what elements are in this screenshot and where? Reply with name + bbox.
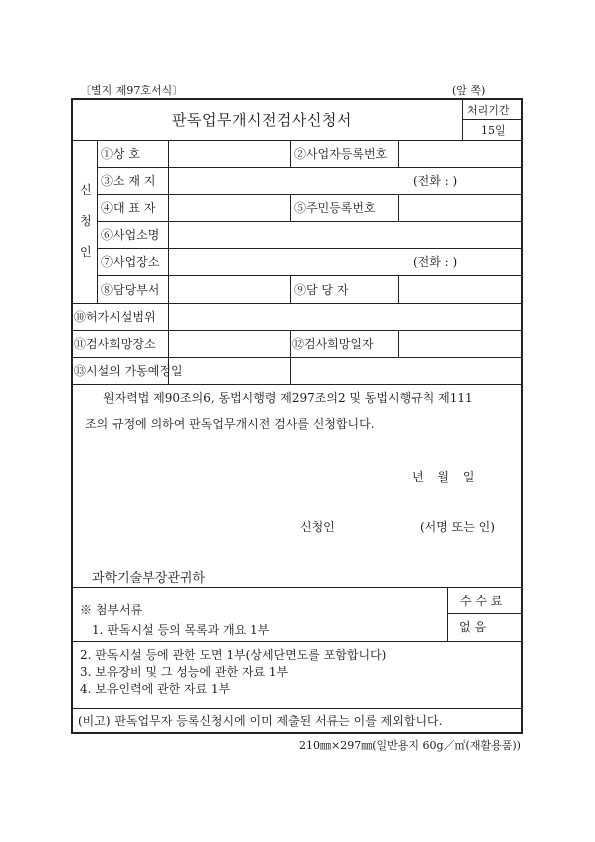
attachments-split-line <box>72 641 522 642</box>
row-line <box>72 140 522 141</box>
row-line <box>97 248 522 249</box>
application-date: 년 월 일 <box>412 470 475 484</box>
field-workplace-phone: (전화 : ) <box>413 255 458 269</box>
field-trade-name-label: ①상 호 <box>101 147 140 161</box>
form-number: 〔별지 제97호서식〕 <box>80 84 184 97</box>
frame-left <box>71 98 73 734</box>
field-person-in-charge-label: ⑨담 당 자 <box>294 283 349 297</box>
processing-period-label: 처리기간 <box>467 104 510 117</box>
field-inspection-date-label: ⑫검사희망일자 <box>292 337 374 351</box>
row-line <box>72 330 522 331</box>
row-line <box>97 167 522 168</box>
frame-top <box>71 98 523 100</box>
row-line <box>72 384 522 385</box>
row-line <box>72 357 522 358</box>
frame-bottom <box>71 732 523 734</box>
processing-mid-line <box>462 119 522 120</box>
row-line <box>97 221 522 222</box>
attachments-header: ※ 첨부서류 <box>80 603 143 617</box>
field-resident-reg-no-label: ⑤주민등록번호 <box>294 201 376 215</box>
col-divider <box>290 140 291 167</box>
statement-line-1: 원자력법 제90조의6, 동법시행령 제297조의2 및 동법시행규칙 제111 <box>103 391 473 405</box>
row-line <box>97 194 522 195</box>
form-title: 판독업무개시전검사신청서 <box>172 111 352 129</box>
applicant-label-char-2: 청 <box>80 214 92 228</box>
applicant-label-char-3: 인 <box>80 245 92 259</box>
field-office-name-label: ⑥사업소명 <box>101 228 160 242</box>
applicant-label-char-1: 신 <box>80 183 92 197</box>
note-text: (비고) 판독업무자 등록신청시에 이미 제출된 서류는 이를 제외합니다. <box>78 714 443 728</box>
fee-divider <box>447 587 448 641</box>
field-workplace-label: ⑦사업장소 <box>101 255 160 269</box>
processing-period-value: 15일 <box>481 124 506 137</box>
note-top-line <box>72 708 522 709</box>
field-location-phone: (전화 : ) <box>413 174 458 188</box>
attachment-item: 4. 보유인력에 관한 자료 1부 <box>80 682 231 696</box>
col-divider <box>398 330 399 357</box>
col-divider <box>290 194 291 221</box>
applicant-group-divider <box>97 140 98 303</box>
applicant-signature-label: 신청인 <box>300 520 335 534</box>
field-inspection-place-label: ⑪검사희망장소 <box>74 337 156 351</box>
addressee: 과학기술부장관귀하 <box>92 571 206 586</box>
fee-value: 없 음 <box>459 620 486 634</box>
col-divider <box>398 275 399 303</box>
col-divider <box>398 140 399 167</box>
field-representative-label: ④대 표 자 <box>101 201 156 215</box>
row-line <box>72 303 522 304</box>
field-permitted-scope-label: ⑩허가시설범위 <box>74 310 156 324</box>
field-location-label: ③소 재 지 <box>101 174 156 188</box>
col-divider <box>290 330 291 384</box>
signature-placeholder: (서명 또는 인) <box>420 520 495 534</box>
attachment-item: 1. 판독시설 등의 목록과 개요 1부 <box>92 623 270 637</box>
attachments-top-line <box>72 587 522 588</box>
field-department-label: ⑧담당부서 <box>101 283 160 297</box>
label-column-divider <box>168 140 169 384</box>
page-side-label: (앞 쪽) <box>452 84 486 97</box>
field-business-reg-no-label: ②사업자등록번호 <box>294 147 388 161</box>
attachment-item: 3. 보유장비 및 그 성능에 관한 자료 1부 <box>80 665 289 679</box>
col-divider <box>290 275 291 303</box>
col-divider <box>398 194 399 221</box>
row-line <box>97 275 522 276</box>
attachment-item: 2. 판독시설 등에 관한 도면 1부(상세단면도를 포함합니다) <box>80 648 387 662</box>
paper-spec-footer: 210㎜×297㎜(일반용지 60g／㎡(재활용품)) <box>299 739 521 752</box>
field-operation-date-label: ⑬시설의 가동예정일 <box>74 364 183 378</box>
statement-line-2: 조의 규정에 의하여 판독업무개시전 검사를 신청합니다. <box>85 417 375 431</box>
fee-mid-line <box>447 613 522 614</box>
fee-label: 수 수 료 <box>460 594 503 608</box>
